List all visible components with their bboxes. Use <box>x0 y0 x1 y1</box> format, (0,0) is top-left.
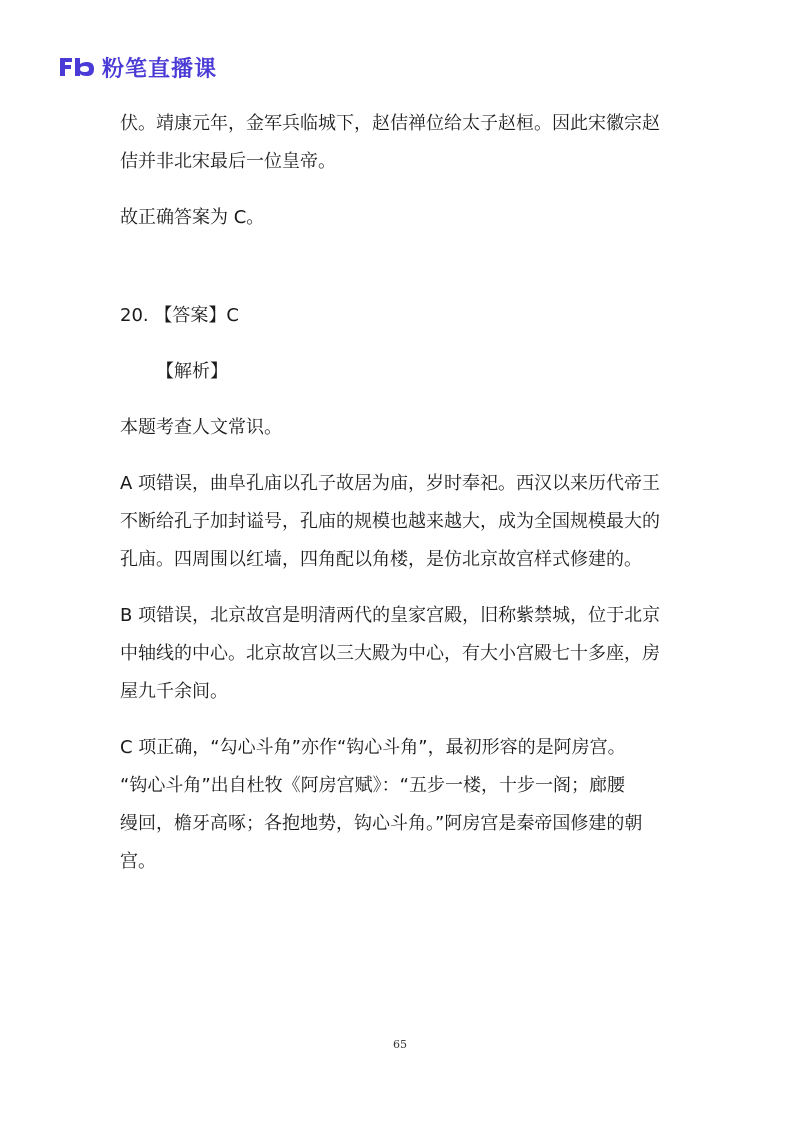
option-c-line: “钩心斗角”出自杜牧《阿房宫赋》：“五步一楼，十步一阁；廊腰 <box>120 775 625 796</box>
option-b-line: 屋九千余间。 <box>120 681 228 702</box>
fenbi-logo-icon <box>58 55 98 79</box>
option-a-line: A 项错误，曲阜孔庙以孔子故居为庙，岁时奉祀。西汉以来历代帝王 <box>120 473 661 494</box>
question-heading: 20. 【答案】C <box>120 305 239 326</box>
option-c-line: 宫。 <box>120 851 156 872</box>
option-c-line: 缦回，檐牙高啄；各抱地势，钩心斗角。”阿房宫是秦帝国修建的朝 <box>120 813 643 834</box>
page-header <box>58 54 217 80</box>
prev-conclusion: 故正确答案为 C。 <box>120 207 265 228</box>
prev-answer-line: 伏。靖康元年，金军兵临城下，赵佶禅位给太子赵桓。因此宋徽宗赵 <box>120 113 660 134</box>
option-c-line: C 项正确，“勾心斗角”亦作“钩心斗角”，最初形容的是阿房宫。 <box>120 737 626 758</box>
option-a-line: 不断给孔子加封谥号，孔庙的规模也越来越大，成为全国规模最大的 <box>120 511 660 532</box>
prev-answer-line: 佶并非北宋最后一位皇帝。 <box>120 151 336 172</box>
topic-line: 本题考查人文常识。 <box>120 417 282 438</box>
analysis-label: 【解析】 <box>156 361 228 382</box>
option-b-line: 中轴线的中心。北京故宫以三大殿为中心，有大小宫殿七十多座，房 <box>120 643 660 664</box>
option-b-line: B 项错误，北京故宫是明清两代的皇家宫殿，旧称紫禁城，位于北京 <box>120 605 661 626</box>
brand-name: 粉笔直播课 <box>102 56 218 82</box>
document-body <box>120 105 680 881</box>
option-a-line: 孔庙。四周围以红墙，四角配以角楼，是仿北京故宫样式修建的。 <box>120 549 642 570</box>
page-number: 65 <box>393 1038 407 1051</box>
